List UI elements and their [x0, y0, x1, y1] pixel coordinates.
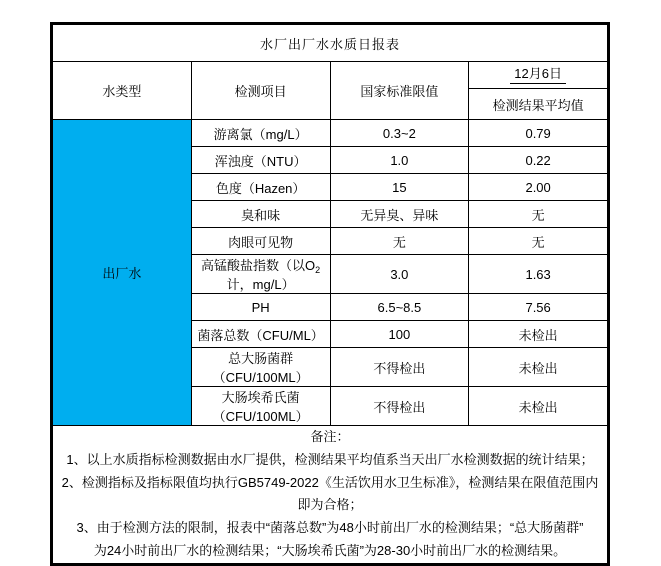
- test-item-name-post: 计，mg/L）: [226, 277, 295, 292]
- test-item-name: 色度（Hazen）: [191, 174, 330, 201]
- standard-value: 无异臭、异味: [330, 201, 469, 228]
- result-value: 未检出: [469, 348, 608, 387]
- standard-value: 0.3~2: [330, 120, 469, 147]
- standard-value: 不得检出: [330, 387, 469, 426]
- header-date-text: 12月6日: [510, 66, 566, 84]
- water-quality-report: [50, 22, 610, 566]
- standard-value: 6.5~8.5: [330, 294, 469, 321]
- test-item-name: 菌落总数（CFU/ML）: [191, 321, 330, 348]
- test-item-name-pre: 高锰酸盐指数（以O: [201, 258, 316, 273]
- table-row: [53, 120, 608, 147]
- test-item-name: 肉眼可见物: [191, 228, 330, 255]
- remark-line-1: 备注：: [310, 429, 350, 444]
- test-item-name: 游离氯（mg/L）: [191, 120, 330, 147]
- remarks-block: [53, 426, 608, 564]
- result-value: 未检出: [469, 321, 608, 348]
- header-national-standard: 国家标准限值: [330, 62, 469, 120]
- page-title: 水厂出厂水水质日报表: [53, 25, 608, 62]
- result-value: 无: [469, 228, 608, 255]
- result-value: 2.00: [469, 174, 608, 201]
- title-row: [53, 25, 608, 62]
- result-value: 0.79: [469, 120, 608, 147]
- standard-value: 1.0: [330, 147, 469, 174]
- result-value: 1.63: [469, 255, 608, 294]
- remarks-row: [53, 426, 608, 564]
- result-value: 未检出: [469, 387, 608, 426]
- remark-line-4: 即为合格；: [297, 497, 363, 513]
- remark-line-2: 1、以上水质指标检测数据由水厂提供，检测结果平均值系当天出厂水检测数据的统计结果；: [66, 451, 594, 467]
- standard-value: 3.0: [330, 255, 469, 294]
- header-result-average: 检测结果平均值: [469, 89, 608, 120]
- test-item-name: 臭和味: [191, 201, 330, 228]
- test-item-name: 浑浊度（NTU）: [191, 147, 330, 174]
- remark-line-3: 2、检测指标及指标限值均执行GB5749-2022《生活饮用水卫生标准》，检测结果在限值范围内: [61, 474, 599, 490]
- test-item-name-sub: 2: [315, 265, 321, 275]
- remark-line-6: 为24小时前出厂水的检测结果；“大肠埃希氏菌”为28-30小时前出厂水的检测结果。: [93, 542, 567, 558]
- water-type-value: 出厂水: [53, 120, 192, 426]
- standard-value: 无: [330, 228, 469, 255]
- test-item-name: 总大肠菌群（CFU/100ML）: [191, 348, 330, 387]
- test-item-name: PH: [191, 294, 330, 321]
- remark-line-5: 3、由于检测方法的限制，报表中“菌落总数”为48小时前出厂水的检测结果；“总大肠菌群”: [76, 520, 584, 535]
- test-item-name: [191, 255, 330, 294]
- header-test-item: 检测项目: [191, 62, 330, 120]
- standard-value: 100: [330, 321, 469, 348]
- report-table: [52, 24, 608, 564]
- standard-value: 不得检出: [330, 348, 469, 387]
- result-value: 无: [469, 201, 608, 228]
- header-date: [469, 62, 608, 89]
- test-item-name: 大肠埃希氏菌（CFU/100ML）: [191, 387, 330, 426]
- result-value: 7.56: [469, 294, 608, 321]
- header-water-type: 水类型: [53, 62, 192, 120]
- header-row-1: [53, 62, 608, 89]
- standard-value: 15: [330, 174, 469, 201]
- result-value: 0.22: [469, 147, 608, 174]
